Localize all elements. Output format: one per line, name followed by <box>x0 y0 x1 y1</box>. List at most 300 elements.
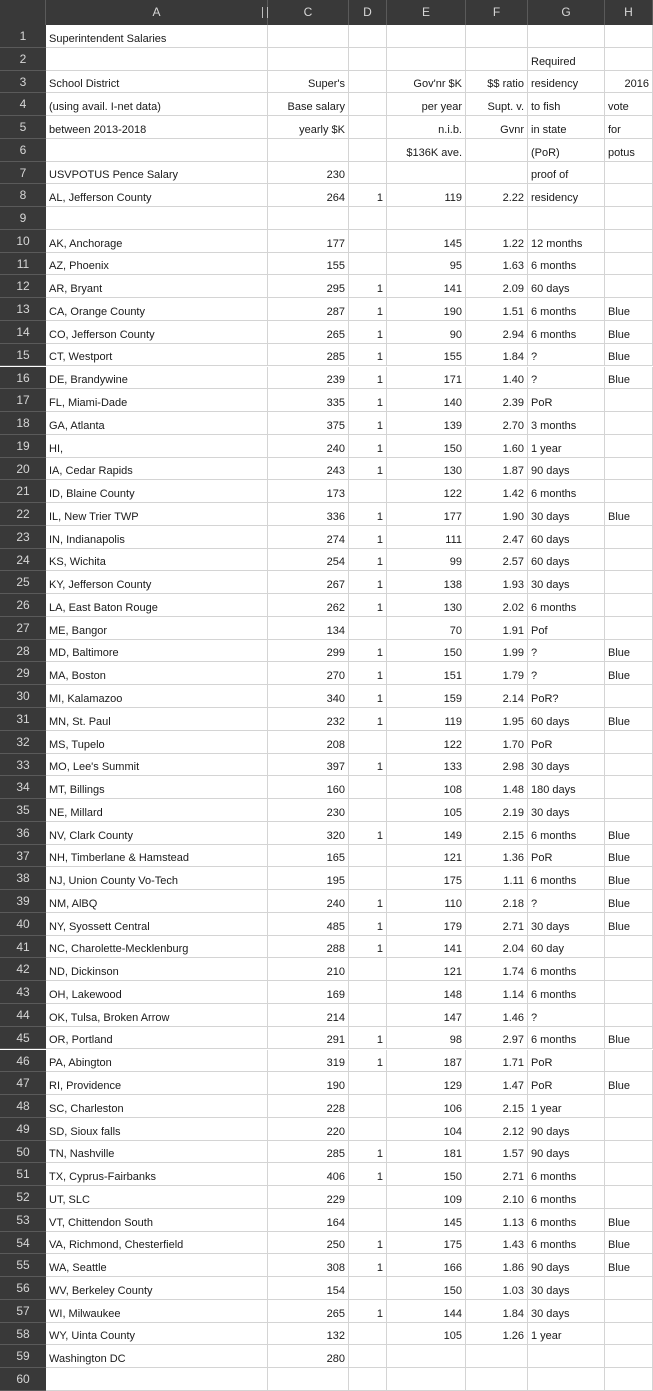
cell-c[interactable]: 239 <box>268 367 349 390</box>
cell-a[interactable]: WV, Berkeley County <box>46 1277 268 1300</box>
cell-f[interactable] <box>466 207 528 230</box>
cell-d[interactable] <box>349 799 387 822</box>
row-header[interactable]: 14 <box>0 321 46 344</box>
cell-h[interactable] <box>605 275 653 298</box>
cell-a[interactable]: NV, Clark County <box>46 822 268 845</box>
row-header[interactable]: 49 <box>0 1118 46 1141</box>
cell-d[interactable]: 1 <box>349 890 387 913</box>
cell-g[interactable]: ? <box>528 890 605 913</box>
cell-h[interactable]: 2016 <box>605 71 653 94</box>
cell-d[interactable] <box>349 480 387 503</box>
cell-e[interactable]: 109 <box>387 1186 466 1209</box>
cell-g[interactable]: 180 days <box>528 776 605 799</box>
cell-f[interactable]: 2.47 <box>466 526 528 549</box>
cell-a[interactable]: NC, Charolette-Mecklenburg <box>46 936 268 959</box>
cell-c[interactable]: 208 <box>268 731 349 754</box>
row-header[interactable]: 57 <box>0 1300 46 1323</box>
row-header[interactable]: 10 <box>0 230 46 253</box>
cell-h[interactable] <box>605 1345 653 1368</box>
cell-g[interactable]: 60 days <box>528 526 605 549</box>
cell-f[interactable]: 1.84 <box>466 344 528 367</box>
cell-f[interactable]: 1.93 <box>466 571 528 594</box>
cell-f[interactable]: 2.94 <box>466 321 528 344</box>
cell-a[interactable]: NH, Timberlane & Hamstead <box>46 845 268 868</box>
cell-c[interactable]: 177 <box>268 230 349 253</box>
cell-e[interactable]: 148 <box>387 981 466 1004</box>
cell-e[interactable]: $136K ave. <box>387 139 466 162</box>
cell-f[interactable]: 2.98 <box>466 754 528 777</box>
cell-h[interactable]: Blue <box>605 662 653 685</box>
cell-c[interactable] <box>268 139 349 162</box>
row-header[interactable]: 16 <box>0 367 46 390</box>
cell-h[interactable] <box>605 1368 653 1391</box>
cell-h[interactable] <box>605 253 653 276</box>
row-header[interactable]: 29 <box>0 662 46 685</box>
cell-f[interactable]: Supt. v. <box>466 93 528 116</box>
cell-g[interactable]: (PoR) <box>528 139 605 162</box>
cell-h[interactable] <box>605 230 653 253</box>
cell-a[interactable]: IA, Cedar Rapids <box>46 458 268 481</box>
cell-e[interactable]: 119 <box>387 708 466 731</box>
cell-a[interactable]: SD, Sioux falls <box>46 1118 268 1141</box>
cell-d[interactable]: 1 <box>349 1232 387 1255</box>
cell-c[interactable]: 295 <box>268 275 349 298</box>
cell-d[interactable] <box>349 253 387 276</box>
cell-g[interactable]: 6 months <box>528 822 605 845</box>
cell-f[interactable]: 1.47 <box>466 1072 528 1095</box>
cell-h[interactable] <box>605 754 653 777</box>
cell-d[interactable]: 1 <box>349 1163 387 1186</box>
cell-a[interactable]: OK, Tulsa, Broken Arrow <box>46 1004 268 1027</box>
column-header-f[interactable]: F <box>466 0 528 25</box>
cell-d[interactable]: 1 <box>349 936 387 959</box>
cell-h[interactable]: Blue <box>605 298 653 321</box>
cell-a[interactable]: WY, Uinta County <box>46 1323 268 1346</box>
cell-a[interactable]: AR, Bryant <box>46 275 268 298</box>
cell-c[interactable]: 154 <box>268 1277 349 1300</box>
cell-c[interactable]: 406 <box>268 1163 349 1186</box>
cell-e[interactable] <box>387 207 466 230</box>
cell-d[interactable] <box>349 162 387 185</box>
cell-e[interactable]: 171 <box>387 367 466 390</box>
cell-e[interactable]: 144 <box>387 1300 466 1323</box>
cell-e[interactable]: 141 <box>387 275 466 298</box>
cell-d[interactable] <box>349 48 387 71</box>
cell-h[interactable] <box>605 1004 653 1027</box>
cell-e[interactable] <box>387 1368 466 1391</box>
cell-g[interactable]: 6 months <box>528 1186 605 1209</box>
cell-a[interactable]: Washington DC <box>46 1345 268 1368</box>
cell-h[interactable]: Blue <box>605 1209 653 1232</box>
cell-g[interactable]: ? <box>528 367 605 390</box>
row-header[interactable]: 27 <box>0 617 46 640</box>
cell-f[interactable]: 2.15 <box>466 1095 528 1118</box>
row-header[interactable]: 4 <box>0 93 46 116</box>
cell-d[interactable] <box>349 776 387 799</box>
cell-h[interactable]: Blue <box>605 867 653 890</box>
cell-f[interactable]: 1.95 <box>466 708 528 731</box>
cell-f[interactable]: 1.63 <box>466 253 528 276</box>
cell-d[interactable]: 1 <box>349 184 387 207</box>
cell-h[interactable] <box>605 571 653 594</box>
cell-g[interactable]: 6 months <box>528 594 605 617</box>
cell-d[interactable] <box>349 617 387 640</box>
cell-h[interactable]: Blue <box>605 503 653 526</box>
cell-f[interactable]: 1.84 <box>466 1300 528 1323</box>
cell-h[interactable] <box>605 1186 653 1209</box>
row-header[interactable]: 36 <box>0 822 46 845</box>
cell-a[interactable]: MN, St. Paul <box>46 708 268 731</box>
cell-h[interactable] <box>605 435 653 458</box>
cell-a[interactable]: NM, AlBQ <box>46 890 268 913</box>
cell-g[interactable]: 30 days <box>528 503 605 526</box>
cell-d[interactable]: 1 <box>349 367 387 390</box>
cell-g[interactable]: 60 days <box>528 549 605 572</box>
row-header[interactable]: 35 <box>0 799 46 822</box>
cell-a[interactable]: (using avail. I-net data) <box>46 93 268 116</box>
cell-a[interactable]: TN, Nashville <box>46 1141 268 1164</box>
cell-f[interactable]: 1.22 <box>466 230 528 253</box>
cell-h[interactable]: Blue <box>605 1072 653 1095</box>
cell-h[interactable] <box>605 412 653 435</box>
row-header[interactable]: 23 <box>0 526 46 549</box>
row-header[interactable]: 45 <box>0 1027 46 1050</box>
cell-g[interactable]: 6 months <box>528 867 605 890</box>
cell-g[interactable]: proof of <box>528 162 605 185</box>
cell-e[interactable]: 106 <box>387 1095 466 1118</box>
cell-a[interactable]: CT, Westport <box>46 344 268 367</box>
cell-g[interactable]: 6 months <box>528 1232 605 1255</box>
row-header[interactable]: 13 <box>0 298 46 321</box>
cell-d[interactable]: 1 <box>349 458 387 481</box>
cell-e[interactable]: 138 <box>387 571 466 594</box>
column-header-d[interactable]: D <box>349 0 387 25</box>
cell-e[interactable]: 99 <box>387 549 466 572</box>
cell-c[interactable]: 265 <box>268 321 349 344</box>
cell-e[interactable]: 149 <box>387 822 466 845</box>
cell-h[interactable]: vote <box>605 93 653 116</box>
cell-d[interactable]: 1 <box>349 594 387 617</box>
row-header[interactable]: 51 <box>0 1163 46 1186</box>
cell-d[interactable] <box>349 71 387 94</box>
cell-c[interactable]: 134 <box>268 617 349 640</box>
cell-g[interactable]: 1 year <box>528 1323 605 1346</box>
cell-d[interactable] <box>349 1004 387 1027</box>
cell-g[interactable]: to fish <box>528 93 605 116</box>
cell-e[interactable]: 181 <box>387 1141 466 1164</box>
cell-d[interactable]: 1 <box>349 1141 387 1164</box>
cell-f[interactable]: 1.87 <box>466 458 528 481</box>
cell-d[interactable]: 1 <box>349 1254 387 1277</box>
cell-c[interactable]: 340 <box>268 685 349 708</box>
cell-h[interactable] <box>605 207 653 230</box>
row-header[interactable]: 58 <box>0 1323 46 1346</box>
cell-d[interactable]: 1 <box>349 389 387 412</box>
cell-f[interactable]: 1.48 <box>466 776 528 799</box>
cell-h[interactable]: Blue <box>605 640 653 663</box>
cell-d[interactable] <box>349 1072 387 1095</box>
cell-d[interactable] <box>349 1323 387 1346</box>
column-header-c[interactable]: C <box>268 0 349 25</box>
cell-f[interactable]: 1.91 <box>466 617 528 640</box>
cell-e[interactable]: 140 <box>387 389 466 412</box>
row-header[interactable]: 52 <box>0 1186 46 1209</box>
cell-c[interactable]: 230 <box>268 799 349 822</box>
cell-d[interactable] <box>349 207 387 230</box>
cell-a[interactable]: NJ, Union County Vo-Tech <box>46 867 268 890</box>
cell-h[interactable] <box>605 480 653 503</box>
row-header[interactable]: 1 <box>0 25 46 48</box>
row-header[interactable]: 59 <box>0 1345 46 1368</box>
cell-f[interactable]: 1.46 <box>466 1004 528 1027</box>
cell-c[interactable]: 265 <box>268 1300 349 1323</box>
cell-h[interactable] <box>605 526 653 549</box>
cell-f[interactable]: 1.86 <box>466 1254 528 1277</box>
cell-h[interactable] <box>605 389 653 412</box>
cell-g[interactable] <box>528 207 605 230</box>
cell-f[interactable]: 2.97 <box>466 1027 528 1050</box>
row-header[interactable]: 34 <box>0 776 46 799</box>
cell-c[interactable]: 228 <box>268 1095 349 1118</box>
cell-f[interactable]: 1.13 <box>466 1209 528 1232</box>
cell-d[interactable]: 1 <box>349 822 387 845</box>
cell-g[interactable]: 6 months <box>528 321 605 344</box>
cell-c[interactable] <box>268 207 349 230</box>
cell-g[interactable]: 12 months <box>528 230 605 253</box>
cell-c[interactable]: 243 <box>268 458 349 481</box>
cell-a[interactable]: TX, Cyprus-Fairbanks <box>46 1163 268 1186</box>
cell-e[interactable]: 122 <box>387 731 466 754</box>
row-header[interactable]: 60 <box>0 1368 46 1391</box>
cell-c[interactable]: 195 <box>268 867 349 890</box>
row-header[interactable]: 40 <box>0 913 46 936</box>
cell-d[interactable]: 1 <box>349 640 387 663</box>
row-header[interactable]: 47 <box>0 1072 46 1095</box>
cell-a[interactable]: MI, Kalamazoo <box>46 685 268 708</box>
cell-a[interactable] <box>46 1368 268 1391</box>
row-header[interactable]: 30 <box>0 685 46 708</box>
cell-g[interactable]: Pof <box>528 617 605 640</box>
cell-f[interactable]: 1.60 <box>466 435 528 458</box>
row-header[interactable]: 38 <box>0 867 46 890</box>
cell-d[interactable]: 1 <box>349 549 387 572</box>
cell-g[interactable]: 1 year <box>528 435 605 458</box>
cell-f[interactable] <box>466 162 528 185</box>
row-header[interactable]: 54 <box>0 1232 46 1255</box>
cell-d[interactable]: 1 <box>349 913 387 936</box>
row-header[interactable]: 53 <box>0 1209 46 1232</box>
cell-h[interactable]: Blue <box>605 913 653 936</box>
cell-h[interactable]: for <box>605 116 653 139</box>
cell-h[interactable] <box>605 799 653 822</box>
cell-h[interactable]: Blue <box>605 822 653 845</box>
cell-c[interactable]: 335 <box>268 389 349 412</box>
cell-e[interactable]: 150 <box>387 435 466 458</box>
cell-h[interactable] <box>605 458 653 481</box>
cell-a[interactable]: AL, Jefferson County <box>46 184 268 207</box>
cell-a[interactable]: KY, Jefferson County <box>46 571 268 594</box>
cell-f[interactable]: 1.03 <box>466 1277 528 1300</box>
cell-f[interactable]: 2.70 <box>466 412 528 435</box>
cell-d[interactable]: 1 <box>349 435 387 458</box>
cell-c[interactable]: 210 <box>268 958 349 981</box>
cell-c[interactable]: 274 <box>268 526 349 549</box>
cell-d[interactable] <box>349 93 387 116</box>
cell-d[interactable] <box>349 139 387 162</box>
cell-h[interactable] <box>605 1050 653 1073</box>
cell-d[interactable]: 1 <box>349 526 387 549</box>
hidden-column-b-marker[interactable] <box>262 7 268 18</box>
cell-e[interactable]: 121 <box>387 958 466 981</box>
cell-a[interactable]: ME, Bangor <box>46 617 268 640</box>
cell-c[interactable]: yearly $K <box>268 116 349 139</box>
cell-e[interactable]: 190 <box>387 298 466 321</box>
cell-c[interactable]: 267 <box>268 571 349 594</box>
cell-a[interactable] <box>46 139 268 162</box>
cell-e[interactable]: 139 <box>387 412 466 435</box>
cell-g[interactable]: 30 days <box>528 1277 605 1300</box>
row-header[interactable]: 41 <box>0 936 46 959</box>
column-header-h[interactable]: H <box>605 0 653 25</box>
row-header[interactable]: 43 <box>0 981 46 1004</box>
cell-a[interactable]: IN, Indianapolis <box>46 526 268 549</box>
cell-f[interactable]: 1.43 <box>466 1232 528 1255</box>
row-header[interactable]: 17 <box>0 389 46 412</box>
cell-e[interactable]: 187 <box>387 1050 466 1073</box>
cell-h[interactable] <box>605 1118 653 1141</box>
row-header[interactable]: 6 <box>0 139 46 162</box>
cell-g[interactable]: 6 months <box>528 298 605 321</box>
cell-c[interactable]: 229 <box>268 1186 349 1209</box>
row-header[interactable]: 9 <box>0 207 46 230</box>
cell-c[interactable]: 288 <box>268 936 349 959</box>
cell-c[interactable]: 232 <box>268 708 349 731</box>
cell-e[interactable]: 155 <box>387 344 466 367</box>
cell-c[interactable]: 485 <box>268 913 349 936</box>
cell-d[interactable]: 1 <box>349 1027 387 1050</box>
cell-d[interactable] <box>349 958 387 981</box>
cell-g[interactable]: residency <box>528 71 605 94</box>
cell-c[interactable]: 250 <box>268 1232 349 1255</box>
cell-f[interactable]: 2.15 <box>466 822 528 845</box>
cell-c[interactable]: 254 <box>268 549 349 572</box>
cell-h[interactable] <box>605 936 653 959</box>
cell-c[interactable]: 285 <box>268 1141 349 1164</box>
cell-e[interactable]: 119 <box>387 184 466 207</box>
cell-h[interactable] <box>605 1095 653 1118</box>
cell-g[interactable]: 6 months <box>528 958 605 981</box>
cell-d[interactable] <box>349 230 387 253</box>
row-header[interactable]: 25 <box>0 571 46 594</box>
cell-g[interactable]: 6 months <box>528 1209 605 1232</box>
cell-g[interactable]: 60 day <box>528 936 605 959</box>
cell-e[interactable]: 130 <box>387 458 466 481</box>
cell-h[interactable] <box>605 1323 653 1346</box>
cell-f[interactable]: 2.39 <box>466 389 528 412</box>
cell-h[interactable]: Blue <box>605 344 653 367</box>
cell-f[interactable]: 1.57 <box>466 1141 528 1164</box>
cell-e[interactable]: 90 <box>387 321 466 344</box>
cell-a[interactable]: AK, Anchorage <box>46 230 268 253</box>
cell-h[interactable]: Blue <box>605 1254 653 1277</box>
cell-g[interactable]: 3 months <box>528 412 605 435</box>
cell-c[interactable]: 336 <box>268 503 349 526</box>
cell-e[interactable] <box>387 1345 466 1368</box>
cell-h[interactable] <box>605 1277 653 1300</box>
cell-f[interactable] <box>466 48 528 71</box>
row-header[interactable]: 21 <box>0 480 46 503</box>
cell-f[interactable] <box>466 25 528 48</box>
cell-h[interactable] <box>605 162 653 185</box>
cell-e[interactable]: 133 <box>387 754 466 777</box>
cell-a[interactable]: CO, Jefferson County <box>46 321 268 344</box>
cell-g[interactable]: PoR <box>528 731 605 754</box>
cell-f[interactable]: 2.02 <box>466 594 528 617</box>
cell-c[interactable]: 270 <box>268 662 349 685</box>
cell-h[interactable] <box>605 1163 653 1186</box>
cell-e[interactable]: 150 <box>387 1163 466 1186</box>
cell-c[interactable]: 190 <box>268 1072 349 1095</box>
cell-f[interactable]: 1.79 <box>466 662 528 685</box>
cell-h[interactable]: Blue <box>605 321 653 344</box>
cell-f[interactable]: 1.14 <box>466 981 528 1004</box>
cell-a[interactable]: MS, Tupelo <box>46 731 268 754</box>
cell-d[interactable]: 1 <box>349 685 387 708</box>
cell-c[interactable]: 132 <box>268 1323 349 1346</box>
cell-h[interactable]: Blue <box>605 1232 653 1255</box>
cell-e[interactable] <box>387 48 466 71</box>
cell-g[interactable] <box>528 25 605 48</box>
cell-g[interactable]: 90 days <box>528 458 605 481</box>
cell-c[interactable]: Super's <box>268 71 349 94</box>
cell-a[interactable]: MO, Lee's Summit <box>46 754 268 777</box>
cell-h[interactable]: potus <box>605 139 653 162</box>
cell-c[interactable]: 320 <box>268 822 349 845</box>
cell-d[interactable] <box>349 25 387 48</box>
cell-d[interactable] <box>349 1118 387 1141</box>
cell-c[interactable]: 173 <box>268 480 349 503</box>
cell-d[interactable]: 1 <box>349 412 387 435</box>
cell-h[interactable] <box>605 549 653 572</box>
cell-a[interactable]: CA, Orange County <box>46 298 268 321</box>
row-header[interactable]: 12 <box>0 275 46 298</box>
cell-c[interactable]: 165 <box>268 845 349 868</box>
cell-c[interactable]: 240 <box>268 435 349 458</box>
cell-h[interactable] <box>605 617 653 640</box>
cell-a[interactable]: WA, Seattle <box>46 1254 268 1277</box>
cell-h[interactable] <box>605 685 653 708</box>
cell-g[interactable]: 60 days <box>528 708 605 731</box>
row-header[interactable]: 18 <box>0 412 46 435</box>
cell-f[interactable]: $$ ratio <box>466 71 528 94</box>
cell-g[interactable]: 90 days <box>528 1254 605 1277</box>
cell-h[interactable] <box>605 25 653 48</box>
cell-g[interactable]: ? <box>528 1004 605 1027</box>
cell-e[interactable]: 150 <box>387 640 466 663</box>
cell-e[interactable]: Gov'nr $K <box>387 71 466 94</box>
cell-c[interactable]: 220 <box>268 1118 349 1141</box>
cell-f[interactable]: 1.90 <box>466 503 528 526</box>
cell-h[interactable] <box>605 776 653 799</box>
cell-a[interactable]: SC, Charleston <box>46 1095 268 1118</box>
cell-g[interactable]: 6 months <box>528 981 605 1004</box>
cell-d[interactable]: 1 <box>349 708 387 731</box>
cell-e[interactable]: 145 <box>387 230 466 253</box>
cell-f[interactable]: 1.51 <box>466 298 528 321</box>
cell-a[interactable]: GA, Atlanta <box>46 412 268 435</box>
cell-f[interactable]: 1.74 <box>466 958 528 981</box>
row-header[interactable]: 42 <box>0 958 46 981</box>
